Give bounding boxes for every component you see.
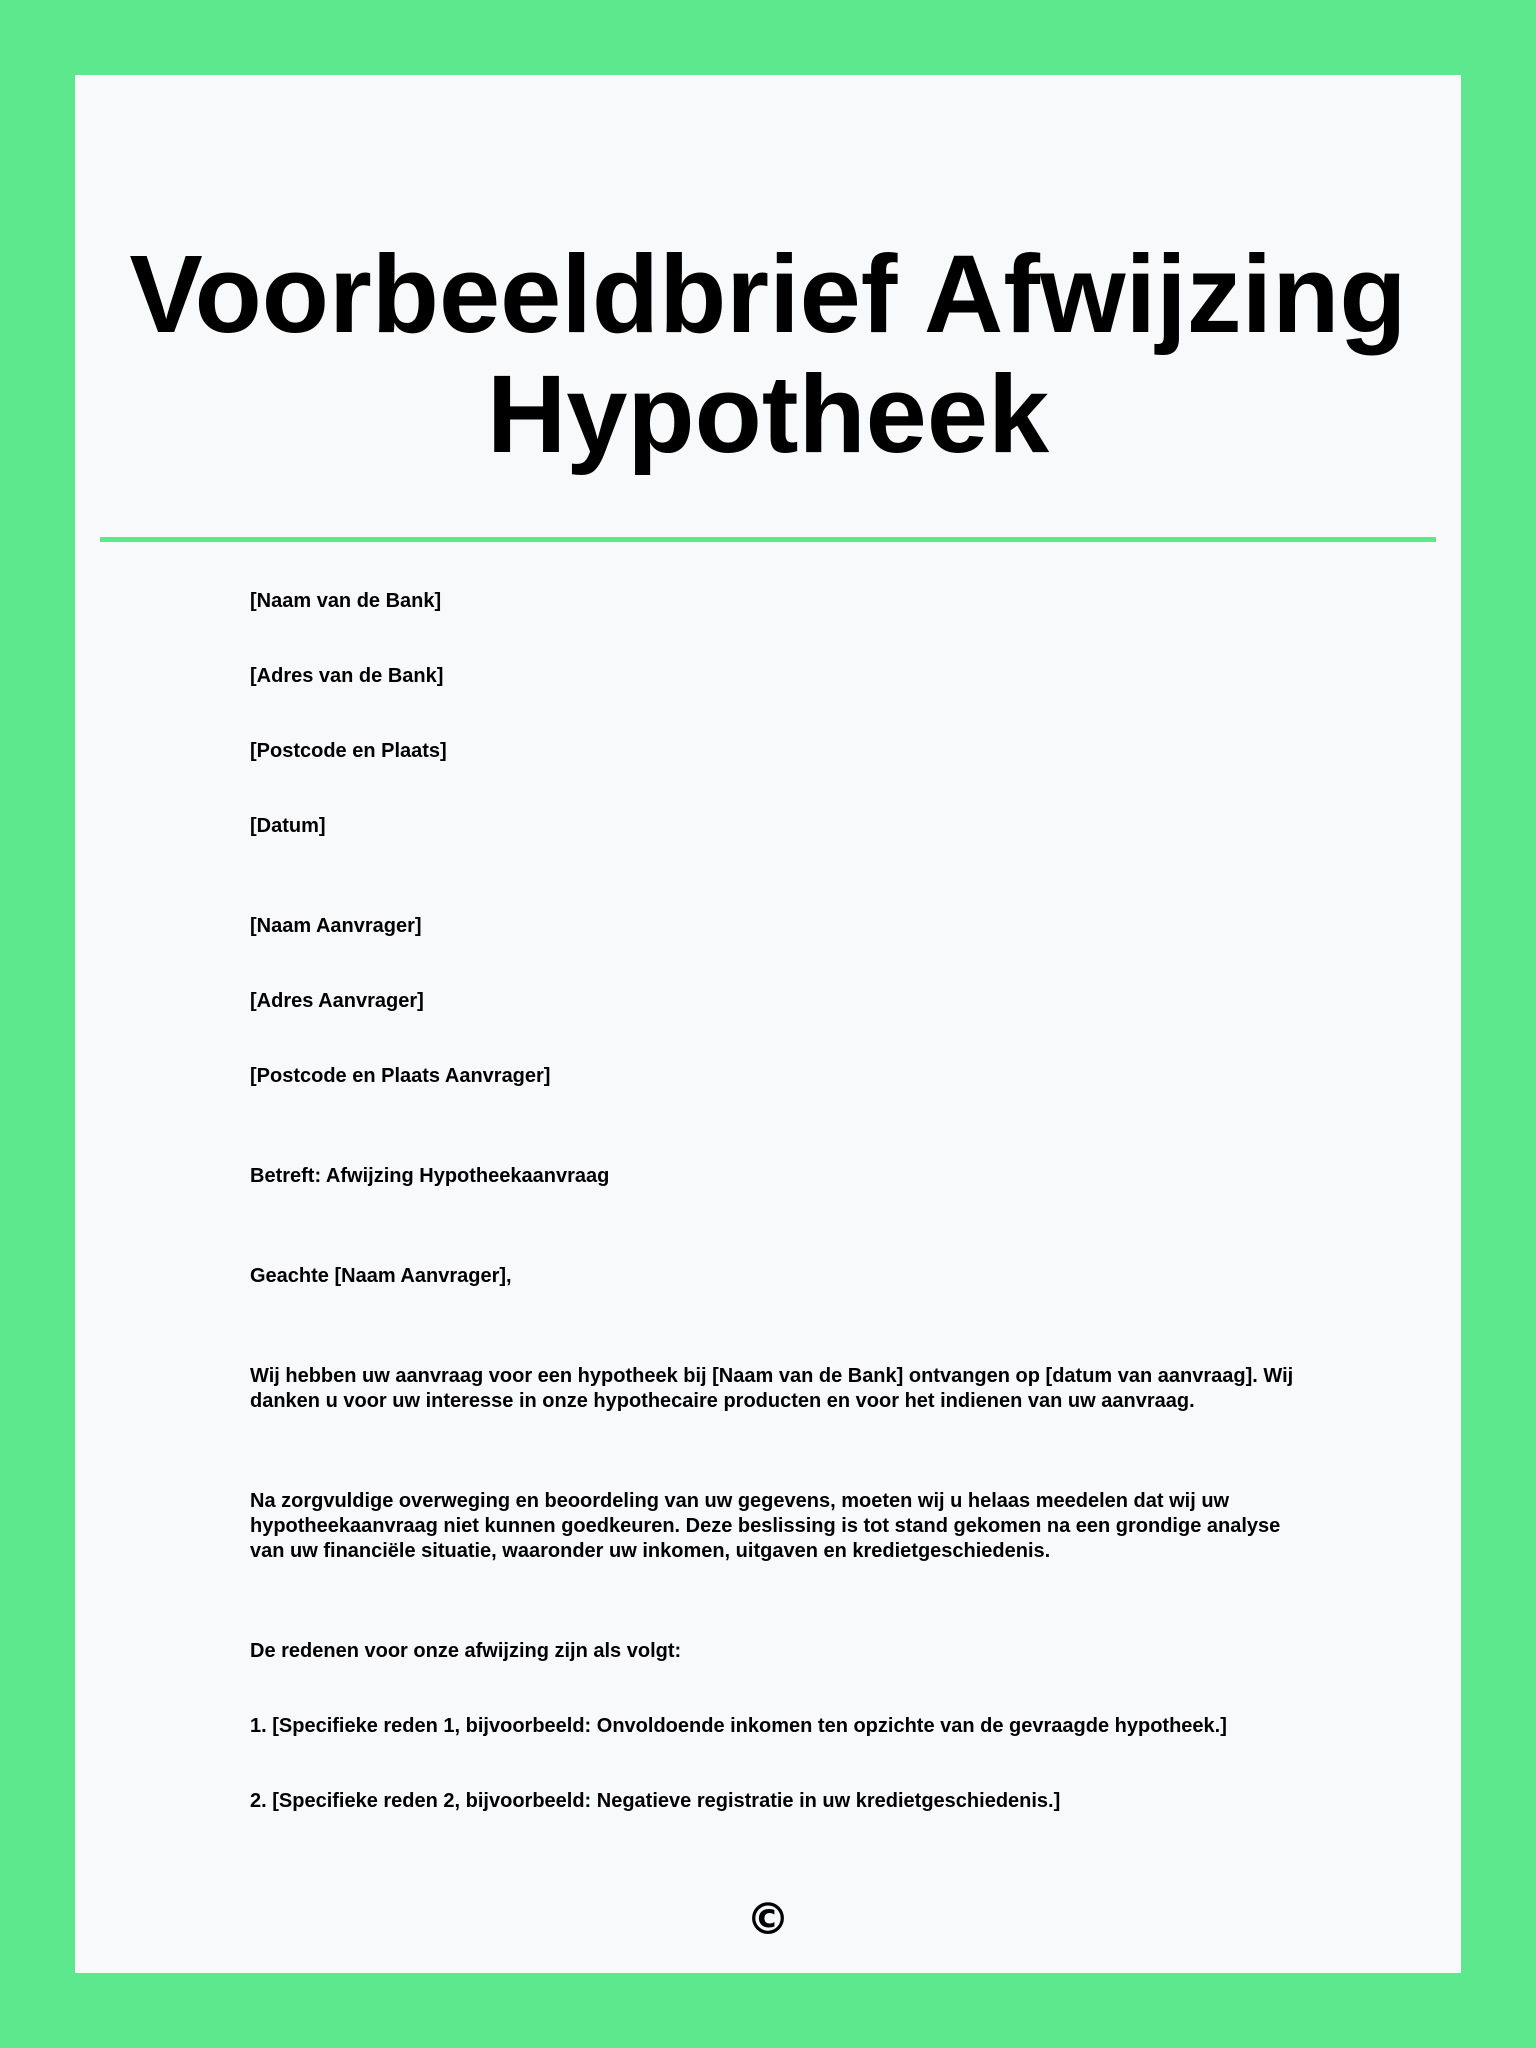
salutation: Geachte [Naam Aanvrager],	[250, 1265, 512, 1287]
recipient-postcode-city: [Postcode en Plaats Aanvrager]	[250, 1065, 551, 1087]
letter-date: [Datum]	[250, 815, 326, 837]
reason-item-1: 1. [Specifieke reden 1, bijvoorbeeld: Onvoldoende inkomen ten opzichte van de gevraagde hypotheek.]	[250, 1715, 1227, 1737]
paragraph-intro: Wij hebben uw aanvraag voor een hypotheek bij [Naam van de Bank] ontvangen op [datum van aanvraag]. Wij danken u voor uw interesse in onze hypothecaire producten en voor het indienen van uw aanvraag.	[250, 1365, 1294, 1412]
recipient-name: [Naam Aanvrager]	[250, 915, 422, 937]
paragraph-decision: Na zorgvuldige overweging en beoordeling van uw gegevens, moeten wij u helaas meedelen dat wij uw hypotheekaanvraag niet kunnen goedkeuren. Deze beslissing is tot stand gekomen na een grondige analyse van uw financiële situatie, waaronder uw inkomen, uitgaven en kredietgeschiedenis.	[250, 1490, 1281, 1562]
letter-sheet	[75, 75, 1461, 1973]
bank-postcode-city: [Postcode en Plaats]	[250, 740, 447, 762]
page-title: Voorbeeldbrief Afwijzing Hypotheek	[129, 233, 1407, 476]
copyright-icon: ©	[746, 1894, 790, 1945]
subject-line: Betreft: Afwijzing Hypotheekaanvraag	[250, 1165, 610, 1187]
recipient-address: [Adres Aanvrager]	[250, 990, 424, 1012]
reason-item-2: 2. [Specifieke reden 2, bijvoorbeeld: Negatieve registratie in uw kredietgeschiedenis.]	[250, 1790, 1061, 1812]
bank-name: [Naam van de Bank]	[250, 590, 442, 612]
bank-address: [Adres van de Bank]	[250, 665, 444, 687]
title-divider	[100, 537, 1436, 542]
paragraph-reasons-heading: De redenen voor onze afwijzing zijn als volgt:	[250, 1640, 682, 1662]
